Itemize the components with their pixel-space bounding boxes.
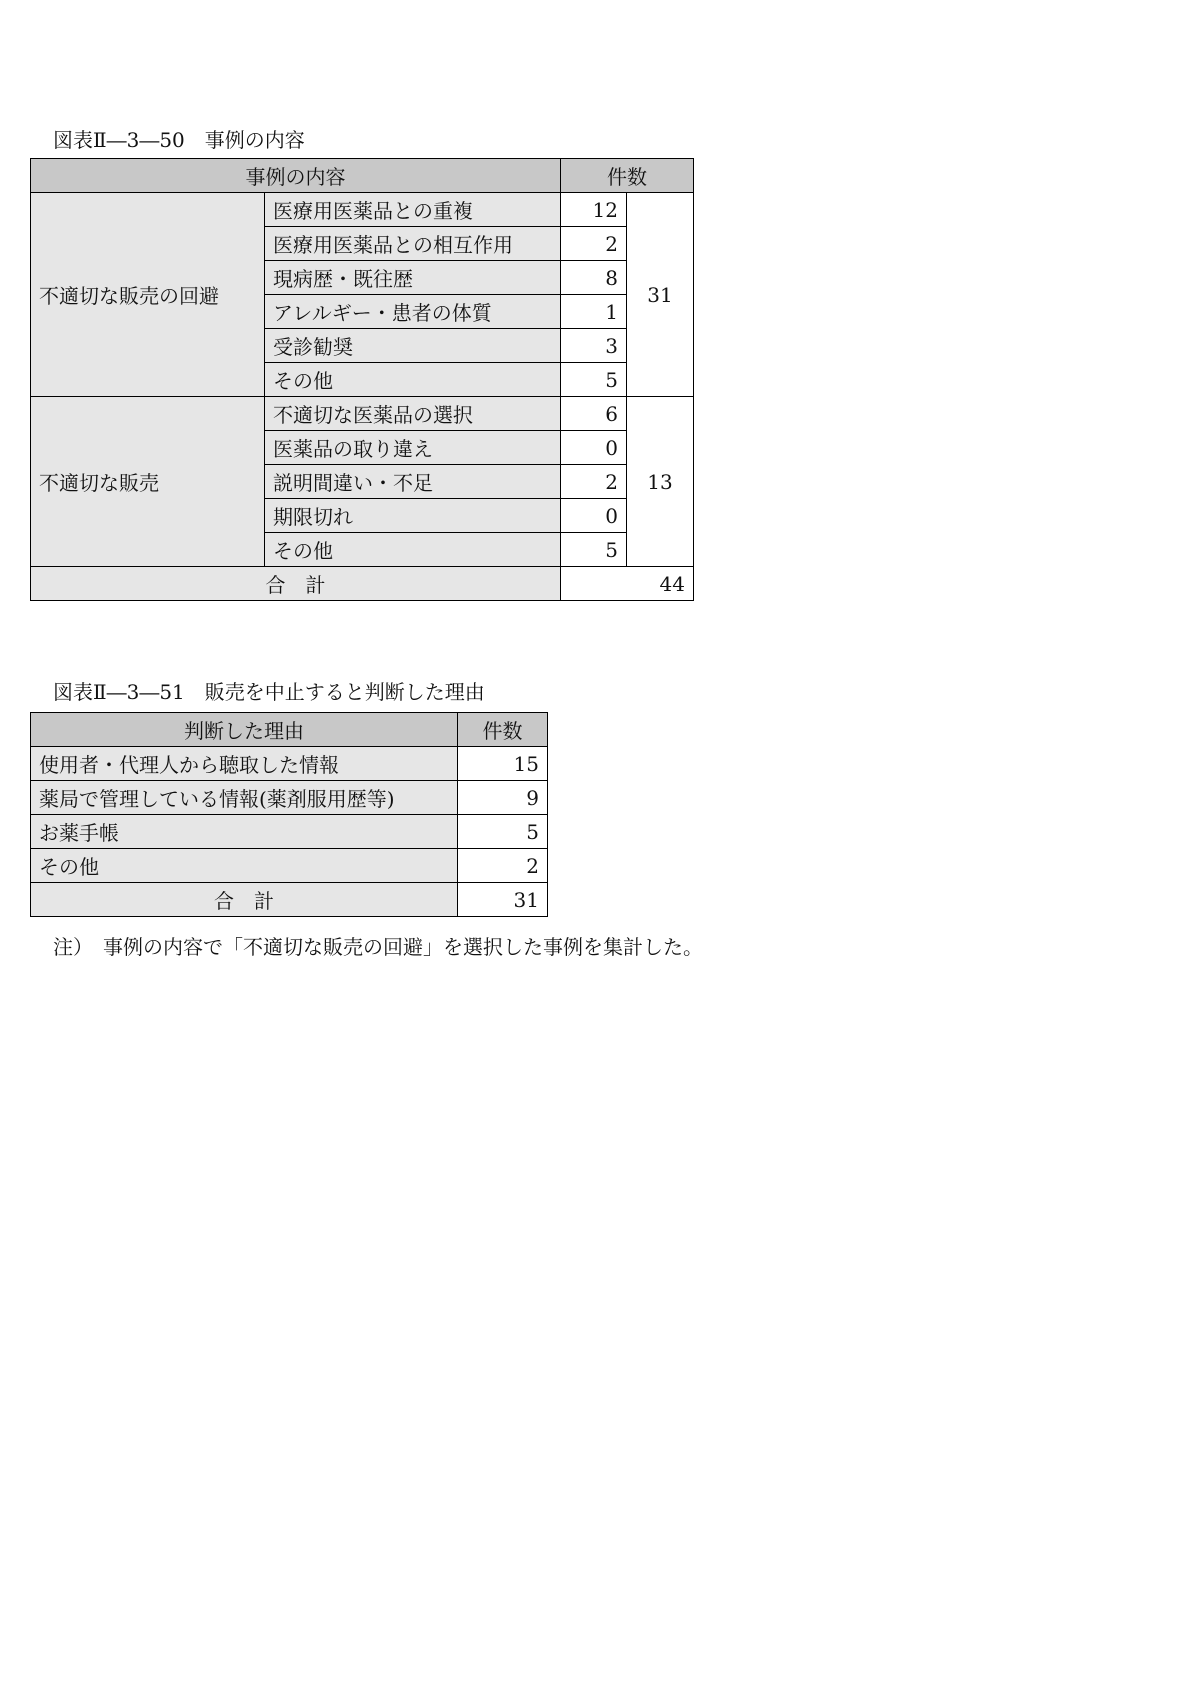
reason-count: 9 [458, 781, 548, 815]
header-count: 件数 [561, 159, 694, 193]
total-row [31, 883, 548, 917]
table2-caption: 図表Ⅱ―3―51 販売を中止すると判断した理由 [53, 680, 485, 704]
case-content-table [30, 158, 694, 601]
group-label: 不適切な販売の回避 [31, 193, 265, 397]
item-count: 1 [561, 295, 627, 329]
item-label: その他 [265, 533, 561, 567]
item-count: 5 [561, 533, 627, 567]
item-count: 0 [561, 431, 627, 465]
table-row [31, 747, 548, 781]
item-count: 12 [561, 193, 627, 227]
item-label: アレルギー・患者の体質 [265, 295, 561, 329]
table-row [31, 815, 548, 849]
table-header-row [31, 159, 694, 193]
item-label: 説明間違い・不足 [265, 465, 561, 499]
item-count: 2 [561, 227, 627, 261]
item-count: 8 [561, 261, 627, 295]
reason-count: 15 [458, 747, 548, 781]
total-count: 44 [561, 567, 694, 601]
table-row [31, 193, 694, 227]
item-label: 現病歴・既往歴 [265, 261, 561, 295]
item-label: 医療用医薬品との相互作用 [265, 227, 561, 261]
reason-label: 薬局で管理している情報(薬剤服用歴等) [31, 781, 458, 815]
group-label: 不適切な販売 [31, 397, 265, 567]
item-count: 0 [561, 499, 627, 533]
total-count: 31 [458, 883, 548, 917]
group-subtotal: 13 [627, 397, 694, 567]
total-label: 合 計 [31, 567, 561, 601]
footnote: 注） 事例の内容で「不適切な販売の回避」を選択した事例を集計した。 [53, 935, 703, 959]
item-label: 医薬品の取り違え [265, 431, 561, 465]
table-row [31, 781, 548, 815]
group-subtotal: 31 [627, 193, 694, 397]
item-label: 受診勧奨 [265, 329, 561, 363]
header-reason: 判断した理由 [31, 713, 458, 747]
table-row [31, 849, 548, 883]
reason-count: 5 [458, 815, 548, 849]
table-header-row [31, 713, 548, 747]
item-label: その他 [265, 363, 561, 397]
reason-label: 使用者・代理人から聴取した情報 [31, 747, 458, 781]
reason-count: 2 [458, 849, 548, 883]
stop-reason-table [30, 712, 548, 917]
header-count: 件数 [458, 713, 548, 747]
table-row [31, 397, 694, 431]
reason-label: お薬手帳 [31, 815, 458, 849]
header-content: 事例の内容 [31, 159, 561, 193]
item-count: 3 [561, 329, 627, 363]
item-count: 6 [561, 397, 627, 431]
item-count: 2 [561, 465, 627, 499]
table1-caption: 図表Ⅱ―3―50 事例の内容 [53, 128, 305, 152]
item-count: 5 [561, 363, 627, 397]
item-label: 不適切な医薬品の選択 [265, 397, 561, 431]
item-label: 医療用医薬品との重複 [265, 193, 561, 227]
reason-label: その他 [31, 849, 458, 883]
total-row [31, 567, 694, 601]
total-label: 合 計 [31, 883, 458, 917]
item-label: 期限切れ [265, 499, 561, 533]
